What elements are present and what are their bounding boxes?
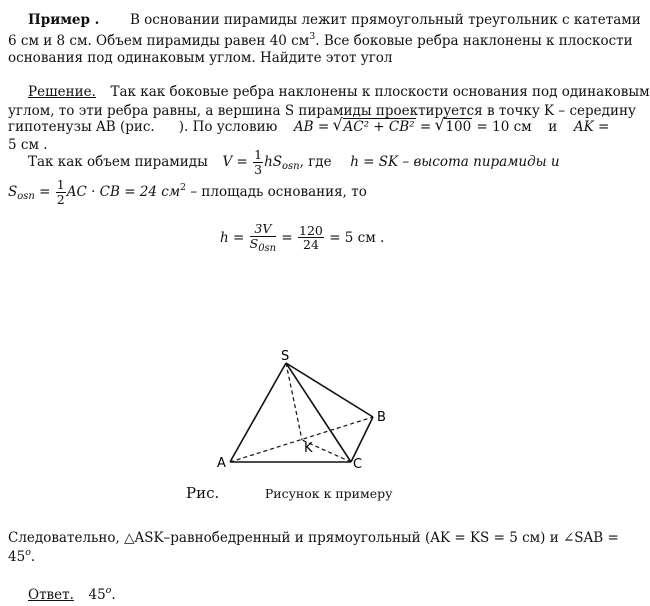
volume-sub: osn — [282, 160, 300, 172]
volume-lhs: V = — [222, 154, 248, 171]
conclusion-text: Следовательно, △ASK–равнобедренный и прямоугольный (AK = KS = 5 см) и ∠SAB = — [8, 530, 619, 546]
height-lhs: h = — [220, 229, 245, 246]
label-b: B — [377, 410, 386, 425]
volume-frac-num: 1 — [254, 147, 263, 162]
solution-text-3b: ). По условию — [178, 119, 278, 135]
area-sub: osn — [17, 190, 35, 202]
answer-value: 45 — [88, 587, 106, 603]
volume-frac-den: 3 — [254, 161, 263, 177]
ab-equation: AB = — [293, 119, 330, 135]
volume-text: Так как объем пирамиды — [28, 154, 208, 171]
conclusion-tail: . — [30, 549, 36, 565]
height-result: = 5 см . — [329, 229, 385, 246]
height-frac-1-den-s: S — [249, 235, 259, 251]
sqrt-sum-expr: AC² + CB² — [343, 119, 415, 135]
area-rhs: AC · CB = 24 см — [66, 184, 181, 201]
area-sup: 2 — [180, 181, 187, 193]
volume-hs: hS — [264, 154, 283, 171]
solution-text-1: Так как боковые ребра наклонены к плоскости основания под одинаковым — [110, 84, 650, 100]
answer-tail: . — [111, 587, 116, 603]
problem-text-2a: 6 см и 8 см. Объем пирамиды равен 40 см — [8, 33, 310, 49]
and-word: и — [548, 119, 558, 135]
edge-sb — [286, 363, 373, 417]
height-def: h = SK – высота пирамиды и — [350, 154, 560, 171]
solution-text-3a: гипотенузы AB (рис. — [8, 119, 155, 135]
conclusion-line-2 — [8, 547, 35, 565]
sqrt-100-value: 100 — [445, 119, 472, 135]
height-frac-2-den: 24 — [303, 237, 319, 253]
area-eq: = — [39, 184, 51, 201]
figure-caption — [186, 484, 393, 502]
problem-text-1: В основании пирамиды лежит прямоугольный треугольник с катетами — [129, 12, 641, 28]
label-c: C — [353, 457, 363, 472]
area-tail: – площадь основания, то — [190, 184, 367, 201]
problem-text-3: основания под одинаковым углом. Найдите этот угол — [8, 50, 393, 66]
problem-title: Пример . — [28, 12, 100, 28]
height-frac-1-den-sub: 0sn — [258, 242, 277, 254]
conclusion-line-1 — [8, 530, 619, 546]
answer-label: Ответ. — [28, 587, 74, 603]
edge-cb — [351, 417, 373, 462]
caption-text: Рисунок к примеру — [264, 486, 393, 501]
solution-text-4: 5 см . — [8, 137, 48, 153]
label-k: K — [304, 441, 313, 456]
answer-degree: o — [105, 585, 112, 596]
ak-equation: AK = — [573, 119, 610, 135]
solution-label: Решение. — [28, 84, 96, 100]
area-frac-den: 2 — [56, 191, 65, 207]
label-s: S — [281, 349, 290, 364]
height-eq2: = — [281, 229, 293, 246]
solution-text-2: углом, то эти ребра равны, а вершина S пирамиды проектируется в точку K – середину — [8, 103, 636, 119]
conclusion-angle: 45 — [8, 549, 26, 565]
height-frac-2-num: 120 — [299, 222, 323, 238]
conclusion-degree: o — [25, 547, 31, 558]
problem-text-2-sup: 3 — [309, 31, 316, 42]
area-frac-num: 1 — [56, 177, 65, 192]
volume-where: , где — [299, 154, 332, 171]
answer-line — [28, 585, 116, 603]
label-a: A — [217, 456, 226, 471]
area-lhs: S — [8, 184, 18, 201]
height-frac-1-num: 3V — [250, 222, 277, 237]
ab-result: = 10 см — [476, 119, 532, 135]
caption-prefix: Рис. — [186, 484, 220, 502]
eq-mid: = — [419, 119, 432, 135]
problem-text-2b: . Все боковые ребра наклонены к плоскости — [315, 33, 633, 49]
